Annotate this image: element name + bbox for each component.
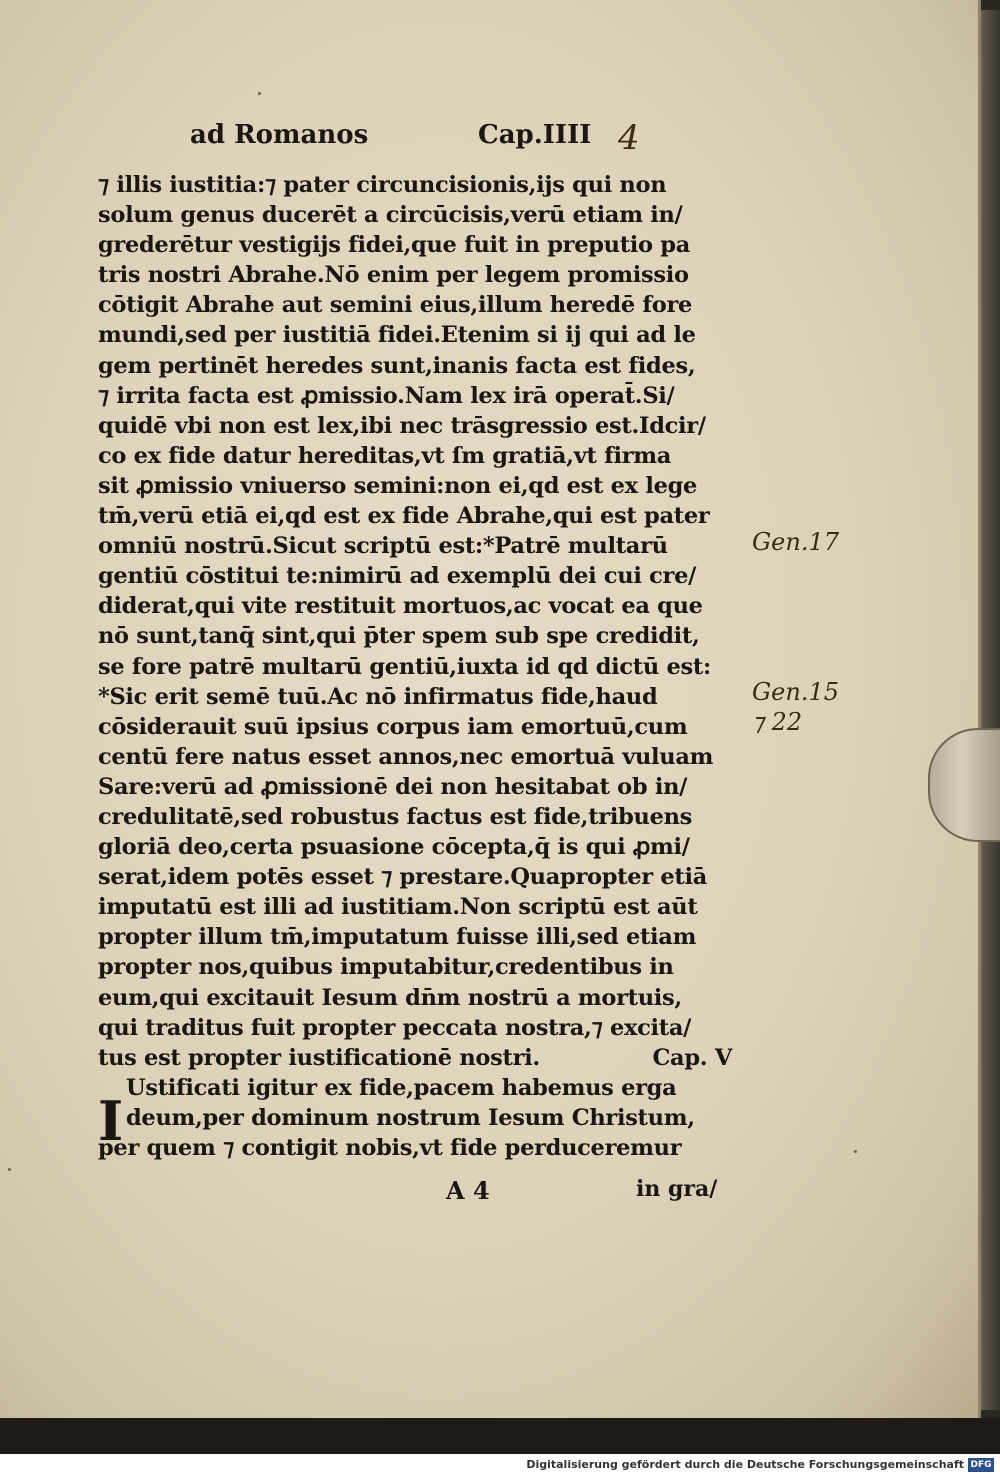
- text-line: centū fere natus esset annos,nec emortuā vuluam: [98, 743, 714, 770]
- text-line: co ex fide datur hereditas,vt ſm gratiā,vt firma: [98, 442, 672, 469]
- text-line-content: tus est propter iustificationē nostri.: [98, 1044, 540, 1071]
- text-line: serat,idem potēs esset ⁊ prestare.Quapropter etiā: [98, 864, 707, 891]
- chapter-text-line: per quem ⁊ contigit nobis,vt fide perduceremur: [98, 1135, 682, 1161]
- text-line: sit ꝓmissio vniuerso semini:non ei,qd est ex lege: [98, 472, 698, 499]
- main-text-block: [98, 170, 738, 1163]
- funding-credit: Digitalisierung gefördert durch die Deutsche Forschungsgemeinschaft: [526, 1458, 964, 1471]
- signature-mark: A 4: [446, 1176, 490, 1205]
- text-line: [98, 1043, 738, 1073]
- text-line: mundi,sed per iustitiā fidei.Etenim si ij qui ad le: [98, 322, 696, 349]
- text-line: ⁊ illis iustitia:⁊ pater circuncisionis,ijs qui non: [98, 172, 667, 198]
- margin-note-gen15: Gen.15: [752, 678, 839, 706]
- paper-speck: [258, 92, 261, 95]
- text-line: imputatū est illi ad iustitiam.Non scriptū est aūt: [98, 894, 698, 921]
- margin-note-22: ⁊ 22: [752, 708, 803, 736]
- running-head-right: Cap.IIII: [478, 120, 592, 150]
- text-line: tm̄,verū etiā ei,qd est ex fide Abrahe,qui est pater: [98, 503, 710, 530]
- text-line: quidē vbi non est lex,ibi nec trāsgressio est.Idcir/: [98, 412, 706, 439]
- text-line: ⁊ irrita facta est ꝓmissio.Nam lex irā operat̄.Si/: [98, 382, 675, 409]
- text-line: *Sic erit semē tuū.Ac nō infirmatus fide,haud: [98, 683, 658, 710]
- footer: [0, 1454, 1000, 1478]
- scan-bottom-edge: [0, 1418, 1000, 1454]
- text-line: gentiū cōstitui te:nimirū ad exemplū dei cui cre/: [98, 563, 697, 590]
- running-head: [190, 120, 670, 160]
- text-line: cōsiderauit suū ipsius corpus iam emortuū,cum: [98, 713, 688, 740]
- running-head-left: ad Romanos: [190, 120, 369, 150]
- paper-speck: [854, 1150, 857, 1153]
- text-line: omniū nostrū.Sicut scriptū est:*Patrē multarū: [98, 533, 668, 560]
- text-line: gloriā deo,certa psuasione cōcepta,q̄ is qui ꝓmi/: [98, 834, 690, 861]
- decorated-initial: I: [98, 1089, 124, 1153]
- paper-speck: [8, 1168, 11, 1171]
- dfg-logo: DFG: [968, 1458, 994, 1472]
- text-line: diderat,qui vite restituit mortuos,ac vocat ea que: [98, 593, 703, 620]
- chapter-text-line: Ustificati igitur ex fide,pacem habemus erga: [126, 1074, 677, 1101]
- text-line: se fore patrē multarū gentiū,iuxta id qd dictū est:: [98, 653, 711, 680]
- text-line: propter nos,quibus imputabitur,credentibus in: [98, 954, 674, 981]
- text-line: credulitatē,sed robustus factus est fide,tribuens: [98, 803, 693, 830]
- chapter-label: Cap. V: [652, 1044, 732, 1071]
- handwritten-folio-number: 4: [618, 118, 640, 158]
- text-line: qui traditus fuit propter peccata nostra,⁊ excita/: [98, 1014, 692, 1041]
- text-line: solum genus ducerēt a circūcisis,verū etiam in/: [98, 202, 683, 229]
- chapter-text-line: deum,per dominum nostrum Iesum Christum,: [126, 1104, 695, 1131]
- text-line: nō sunt,tanq̄ sint,qui p̄ter spem sub spe credidit,: [98, 623, 700, 650]
- text-line: tris nostri Abrahe.Nō enim per legem promissio: [98, 262, 689, 289]
- text-line: grederētur vestigijs fidei,que fuit in preputio pa: [98, 232, 691, 259]
- margin-note-gen17: Gen.17: [752, 528, 839, 556]
- text-line: eum,qui excitauit Iesum dn̄m nostrū a mortuis,: [98, 984, 682, 1011]
- catchword: in gra/: [636, 1176, 718, 1202]
- text-line: cōtigit Abrahe aut semini eius,illum heredē fore: [98, 292, 693, 319]
- text-line: gem pertinēt heredes sunt,inanis facta est fides,: [98, 352, 696, 379]
- text-line: Sare:verū ad ꝓmissionē dei non hesitabat ob in/: [98, 773, 688, 800]
- text-line: propter illum tm̄,imputatum fuisse illi,sed etiam: [98, 924, 697, 951]
